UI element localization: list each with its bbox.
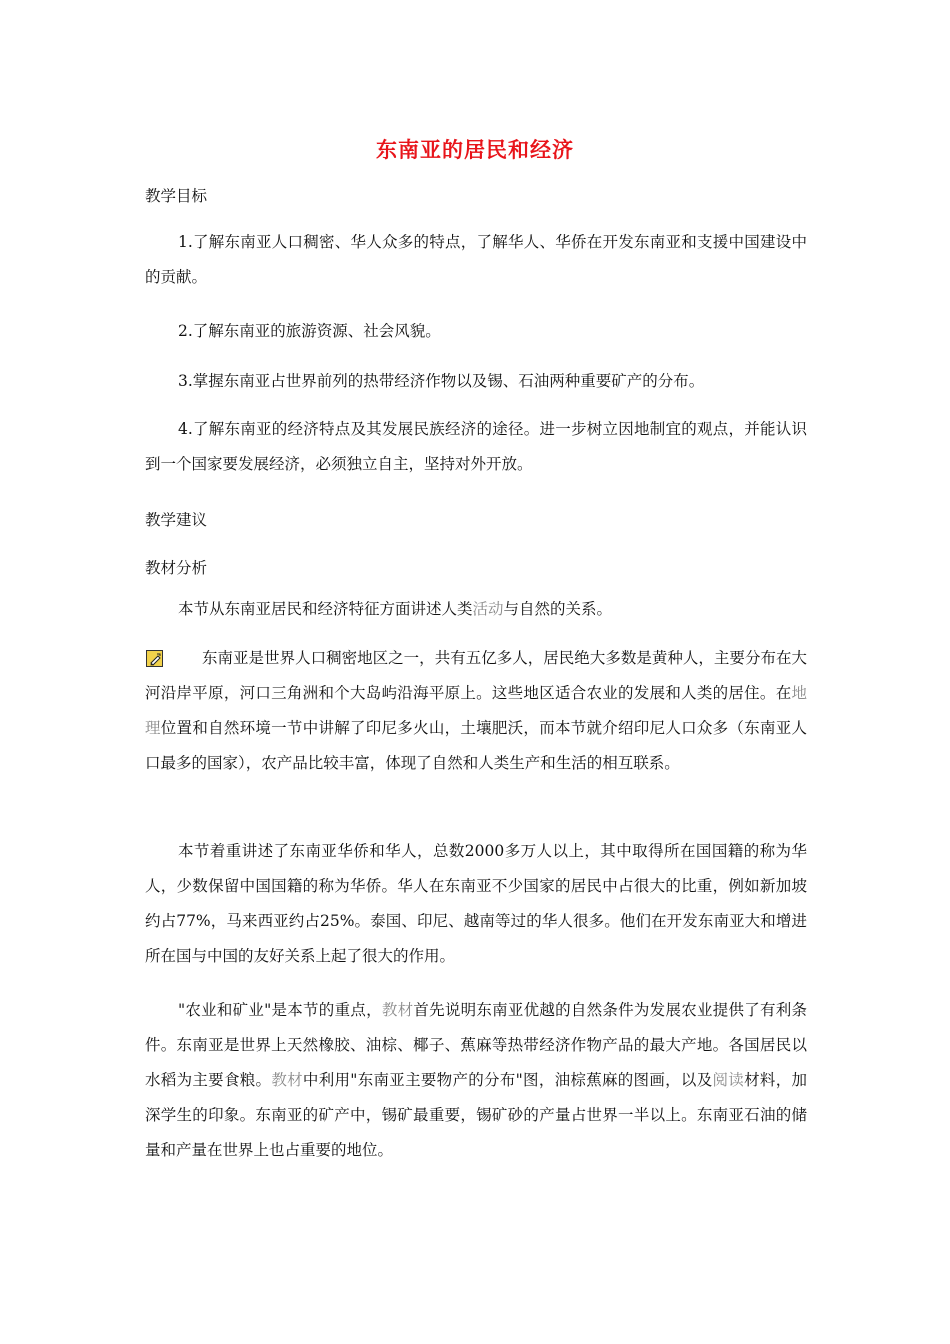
link-textbook-1[interactable]: 教材	[381, 1001, 414, 1019]
paragraph-agriculture-text-d: 材料，加深学生的印象。东南亚的矿产中，锡矿最重要，锡矿砂的产量占世界一半以上。东南亚石油的储量和产量在世界上也占重要的地位。	[145, 1071, 807, 1159]
heading-objectives: 教学目标	[145, 187, 208, 205]
paragraph-agriculture	[145, 993, 807, 1168]
paragraph-agriculture-text-a: "农业和矿业"是本节的重点，	[178, 1001, 382, 1019]
paragraph-overseas-chinese: 本节着重讲述了东南亚华侨和华人，总数2000多万人以上，其中取得所在国国籍的称为华人，少数保留中国国籍的称为华侨。华人在东南亚不少国家的居民中占很大的比重，例如新加坡约占77%，马来西亚约占25%。泰国、印尼、越南等过的华人很多。他们在开发东南亚大和增进所在国与中国的友好关系上起了很大的作用。	[145, 842, 807, 965]
objective-3: 3.掌握东南亚占世界前列的热带经济作物以及锡、石油两种重要矿产的分布。	[178, 372, 705, 390]
paragraph-population	[145, 641, 807, 781]
paragraph-population-text-b: 位置和自然环境一节中讲解了印尼多火山，土壤肥沃，而本节就介绍印尼人口众多（东南亚人口最多的国家），农产品比较丰富，体现了自然和人类生产和生活的相互联系。	[145, 719, 807, 772]
objective-1: 1.了解东南亚人口稠密、华人众多的特点，了解华人、华侨在开发东南亚和支援中国建设中的贡献。	[145, 233, 807, 286]
link-activity[interactable]: 活动	[472, 600, 504, 618]
paragraph-population-text-a: 东南亚是世界人口稠密地区之一，共有五亿多人，居民绝大多数是黄种人，主要分布在大河沿岸平原，河口三角洲和个大岛屿沿海平原上。这些地区适合农业的发展和人类的居住。在	[145, 649, 807, 702]
link-textbook-2[interactable]: 教材	[271, 1071, 303, 1089]
objective-2: 2.了解东南亚的旅游资源、社会风貌。	[178, 322, 441, 340]
paragraph-intro-text-b: 与自然的关系。	[503, 600, 613, 618]
heading-analysis: 教材分析	[145, 559, 208, 577]
paragraph-agriculture-text-b: 首先说明东南亚优越的自然条件为发展农业提供了有利条件。东南亚是世界上天然橡胶、油棕、椰子、蕉麻等热带经济作物产品的最大产地。各国居民以水稻为主要食粮。	[145, 1001, 807, 1089]
paragraph-agriculture-text-c: 中利用"东南亚主要物产的分布"图，油棕蕉麻的图画，以及	[302, 1071, 713, 1089]
objective-4: 4.了解东南亚的经济特点及其发展民族经济的途径。进一步树立因地制宜的观点，并能认识到一个国家要发展经济，必须独立自主，坚持对外开放。	[145, 420, 807, 473]
paragraph-intro	[145, 592, 807, 627]
link-reading[interactable]: 阅读	[712, 1071, 745, 1089]
link-geography[interactable]: 地理	[145, 684, 807, 737]
paragraph-intro-text-a: 本节从东南亚居民和经济特征方面讲述人类	[178, 600, 473, 618]
heading-suggestions: 教学建议	[145, 511, 208, 529]
page-title: 东南亚的居民和经济	[376, 138, 574, 162]
